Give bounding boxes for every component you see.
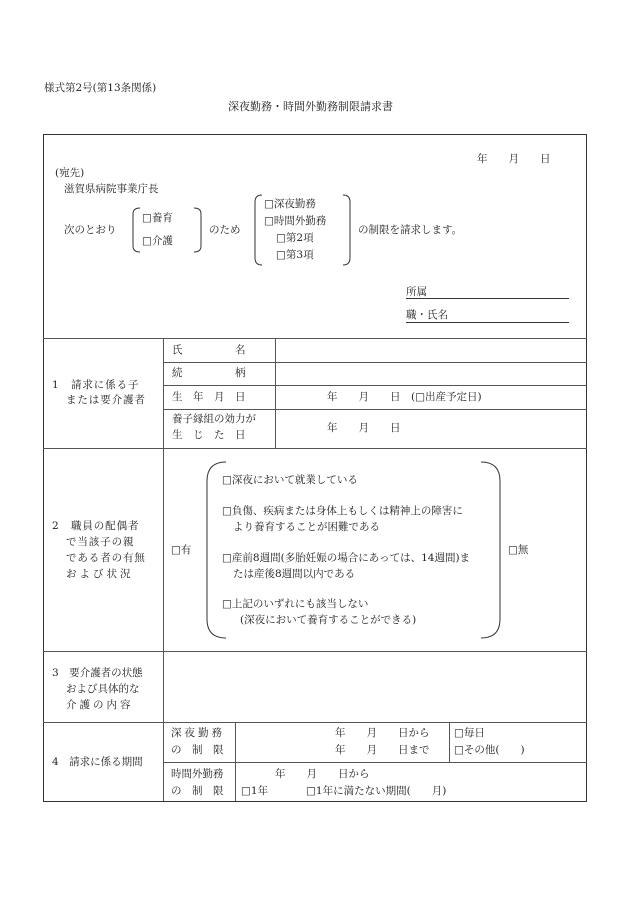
divider (163, 385, 587, 386)
overtime-limit-from[interactable]: 年 月 日から (275, 768, 370, 780)
left-paren-icon (205, 461, 227, 639)
form-number: 様式第2号(第13条関係) (44, 82, 157, 94)
section3-heading-line3: 介護の内容 (66, 699, 134, 711)
section1-heading-line1: 1 請求に係る子 (52, 379, 140, 391)
spouse-yes-checkbox[interactable]: □有 (171, 544, 192, 556)
affiliation-line[interactable] (406, 298, 569, 299)
right-bracket-icon (193, 207, 203, 253)
reason-option-nursing[interactable]: □介護 (142, 235, 173, 247)
right-paren-icon (480, 461, 502, 639)
section2-heading-line4: および状況 (66, 568, 134, 580)
night-limit-label-1: 深夜勤務 (171, 727, 225, 739)
spouse-no-checkbox[interactable]: □無 (508, 544, 529, 556)
condition-illness-cont: より養育することが困難である (233, 521, 380, 533)
divider (163, 762, 587, 763)
addressee: 滋賀県病院事業庁長 (64, 183, 159, 195)
label-child-name: 氏 名 (172, 344, 246, 356)
section3-heading-line2: および具体的な (66, 683, 140, 695)
divider (275, 338, 276, 448)
overtime-limit-label-1: 時間外勤務 (171, 768, 224, 780)
divider (449, 722, 450, 762)
condition-none-note: (深夜において養育することができる) (240, 614, 417, 626)
label-relation: 続 柄 (172, 367, 246, 379)
left-bracket-icon (253, 194, 263, 266)
section3-heading-line1: 3 要介護者の状態 (52, 667, 143, 679)
divider (163, 338, 164, 801)
addressee-prefix: (宛先) (55, 167, 85, 179)
adoption-date-value[interactable]: 年 月 日 (327, 422, 401, 434)
date-line: 年 月 日 (477, 153, 551, 165)
divider (43, 448, 587, 449)
label-adoption-date-2: 生 じ た 日 (172, 429, 246, 441)
limit-option-night[interactable]: □深夜勤務 (264, 198, 316, 210)
right-bracket-icon (342, 194, 352, 266)
limit-option-overtime[interactable]: □時間外勤務 (264, 215, 327, 227)
label-adoption-date-1: 養子縁組の効力が (172, 413, 256, 425)
tame-text: のため (209, 224, 241, 236)
overtime-one-year-checkbox[interactable]: □1年 (241, 785, 269, 797)
condition-childbirth[interactable]: □産前8週間(多胎妊娠の場合にあっては、14週間)ま (222, 552, 471, 564)
divider (163, 362, 587, 363)
condition-illness[interactable]: □負傷、疾病または身体上もしくは精神上の障害に (222, 505, 463, 517)
divider (43, 651, 587, 652)
divider (235, 722, 236, 801)
condition-none[interactable]: □上記のいずれにも該当しない (222, 598, 369, 610)
night-daily-checkbox[interactable]: □毎日 (454, 727, 485, 739)
name-line[interactable] (406, 322, 569, 323)
section2-heading-line2: で当該子の親 (66, 536, 135, 548)
reason-option-childcare[interactable]: □養育 (142, 212, 173, 224)
section4-heading: 4 請求に係る期間 (52, 756, 143, 768)
section2-heading-line1: 2 職員の配偶者 (52, 520, 140, 532)
affiliation-label: 所属 (406, 286, 427, 298)
divider (163, 409, 587, 410)
section2-heading-line3: である者の有無 (66, 552, 146, 564)
birthdate-value[interactable]: 年 月 日 (□出産予定日) (327, 391, 482, 403)
name-label: 職・氏名 (406, 309, 448, 321)
overtime-limit-label-2: の 制 限 (171, 785, 224, 797)
night-other-checkbox[interactable]: □その他( ) (454, 744, 525, 756)
divider (43, 722, 587, 723)
form-title: 深夜勤務・時間外勤務制限請求書 (228, 100, 393, 113)
label-birthdate: 生 年 月 日 (172, 391, 246, 403)
night-limit-to[interactable]: 年 月 日まで (335, 744, 430, 756)
request-text: の制限を請求します。 (358, 224, 463, 236)
left-bracket-icon (131, 207, 141, 253)
section1-heading-line2: または要介護者 (66, 394, 146, 406)
divider (43, 338, 587, 339)
overtime-under-year-checkbox[interactable]: □1年に満たない期間( 月) (306, 785, 447, 797)
night-limit-label-2: の 制 限 (171, 744, 224, 756)
limit-option-paragraph2[interactable]: □第2項 (276, 232, 314, 244)
night-limit-from[interactable]: 年 月 日から (335, 727, 430, 739)
intro-text: 次のとおり (64, 224, 117, 236)
limit-option-paragraph3[interactable]: □第3項 (276, 249, 314, 261)
condition-childbirth-cont: たは産後8週間以内である (233, 568, 356, 580)
condition-night-work[interactable]: □深夜において就業している (222, 474, 358, 486)
